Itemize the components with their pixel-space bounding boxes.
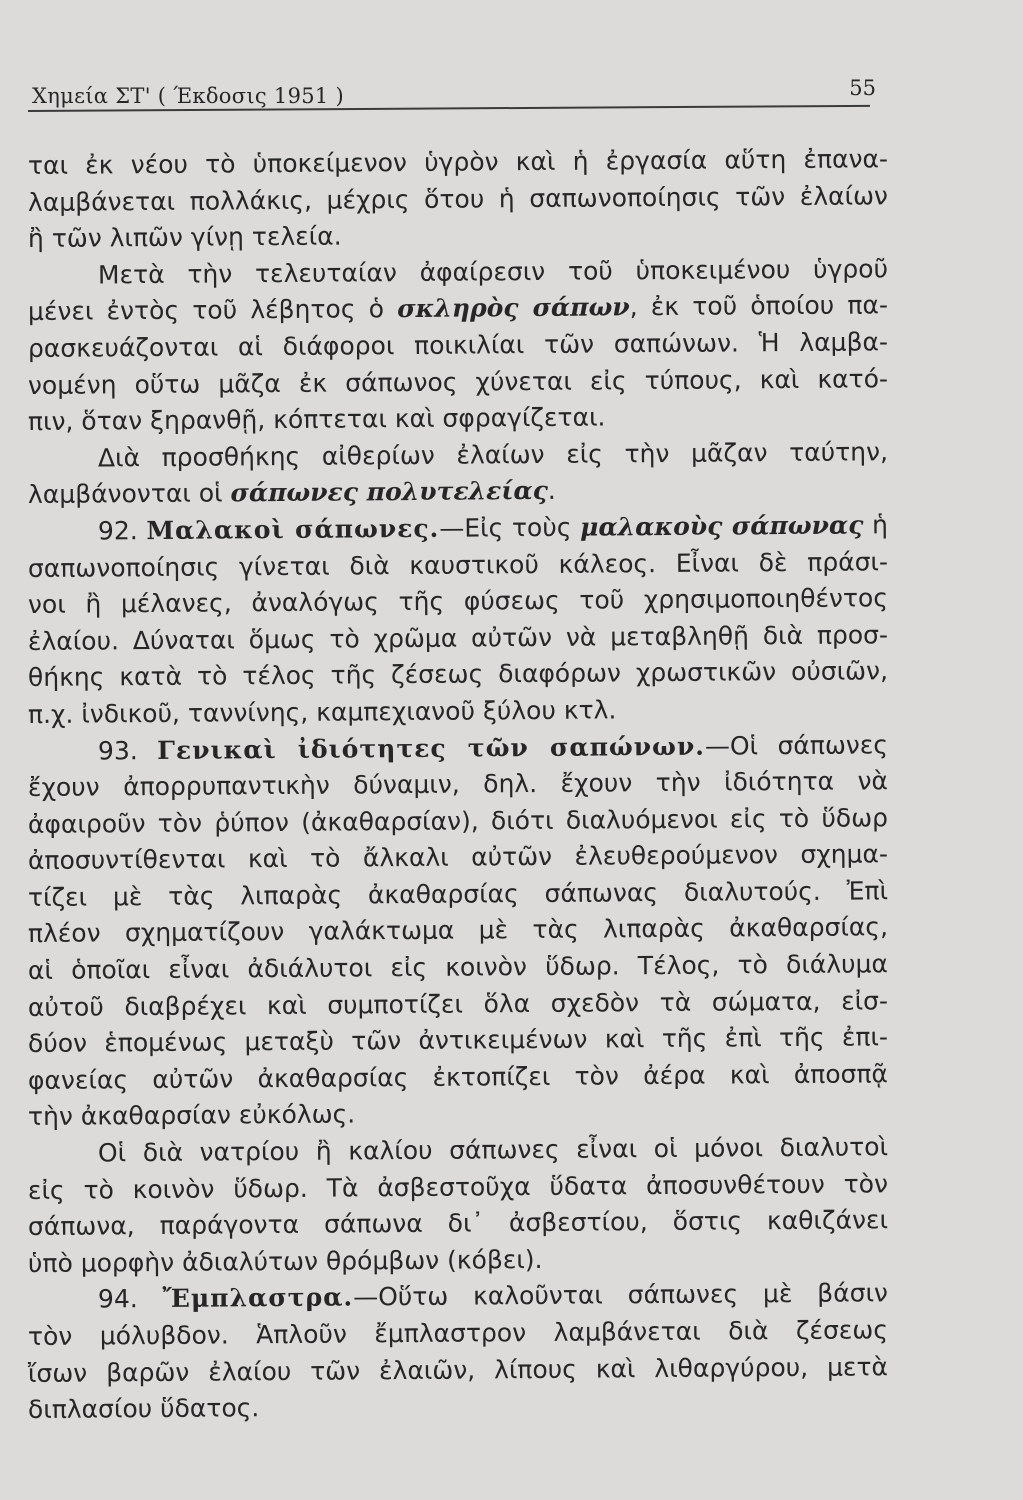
line-text: ρασκευάζονται αἱ διάφοροι ποικιλίαι τῶν σαπώνων. Ἡ λαμβα- [27,327,889,363]
line-text: —Οἱ σάπωνες [704,729,889,761]
section-number: 94. [97,1284,163,1314]
text-line [28,507,888,550]
line-text: πλέον σχηματίζουν γαλάκτωμα μὲ τὰς λιπαρὰς ἀκαθαρσίας, [27,912,889,949]
paragraph-indent [28,1161,98,1162]
line-text: νοι ἢ μέλανες, ἀναλόγως τῆς φύσεως τοῦ χρησιμοποιηθέντος [27,583,889,620]
section-heading: Ἔμπλαστρα. [162,1282,354,1314]
line-text: λαμβάνεται πολλάκις, μέχρις ὅτου ἡ σαπωνοποίησις τῶν ἐλαίων [27,180,889,217]
paragraph-indent [28,466,98,467]
text-line [28,1385,888,1428]
line-text: λαμβάνονται οἱ [27,478,231,510]
line-text: θήκης κατὰ τὸ τέλος τῆς ζέσεως διαφόρων χρωστικῶν οὐσιῶν, [27,656,889,693]
line-text-end: . [547,476,556,506]
line-text: π.χ. ἰνδικοῦ, ταννίνης, καμπεχιανοῦ ξύλου κτλ. [27,695,617,729]
line-text: σαπωνοποίησις γίνεται διὰ καυστικοῦ κάλεος. Εἶναι δὲ πράσι- [27,546,889,583]
line-text: φανείας αὐτῶν ἀκαθαρσίας ἐκτοπίζει τὸν ἀέρα καὶ ἀποσπᾷ [27,1059,889,1095]
line-text: εἰς τὸ κοινὸν ὕδωρ. Τὰ ἀσβεστοῦχα ὕδατα ἀποσυνθέτουν τὸν [27,1168,889,1205]
text-line [28,1129,888,1172]
line-text: —Εἰς τοὺς [439,512,581,543]
line-text-end: , ἐκ τοῦ ὁποίου πα- [629,290,889,322]
line-text: τίζει μὲ τὰς λιπαρὰς ἀκαθαρσίας σάπωνας διαλυτούς. Ἐπὶ [27,876,889,912]
text-line [28,763,888,806]
line-text: Διὰ προσθήκης αἰθερίων ἐλαίων εἰς τὴν μᾶζαν ταύτην, [97,436,889,473]
text-line [28,690,888,733]
line-text-end: ἡ [863,510,889,540]
paragraph-indent [28,283,98,284]
line-text: ὑπὸ μορφὴν ἀδιαλύτων θρόμβων (κόβει). [27,1244,543,1278]
line-text: τὴν ἀκαθαρσίαν εὐκόλως. [27,1099,356,1132]
section-heading: Γενικαὶ ἰδιότητες τῶν σαπώνων. [157,731,706,765]
line-text: νομένη οὕτω μᾶζα ἐκ σάπωνος χύνεται εἰς τύπους, καὶ κατό- [27,363,889,400]
text-line [28,141,888,184]
text-line [28,397,888,440]
line-text: μένει ἐντὸς τοῦ λέβητος ὁ [27,294,398,327]
paragraph-indent [28,1308,98,1309]
line-text: ἔχουν ἀπορρυπαντικὴν δύναμιν, δηλ. ἔχουν τὴν ἰδιότητα νὰ [27,766,889,803]
line-text: ἐλαίου. Δύναται ὅμως τὸ χρῶμα αὐτῶν νὰ μεταβληθῇ διὰ προσ- [27,619,889,656]
line-text: ἀποσυντίθενται καὶ τὸ ἄλκαλι αὐτῶν ἐλευθερούμενον σχημα- [27,839,889,876]
section-heading: Μαλακοὶ σάπωνες. [146,513,440,546]
line-text: σάπωνα, παράγοντα σάπωνα δι᾽ ἀσβεστίου, ὅστις καθιζάνει [27,1205,889,1242]
paragraph-indent [28,759,98,760]
emphasized-term: σάπωνες πολυτελείας [230,476,548,508]
line-text: δύον ἑπομένως μεταξὺ τῶν ἀντικειμένων καὶ τῆς ἐπὶ τῆς ἐπι- [27,1022,889,1059]
section-number: 92. [97,516,147,546]
body-text [27,144,889,1429]
emphasized-term: σκληρὸς σάπων [397,292,630,324]
section-number: 93. [97,735,158,765]
text-line [28,1312,888,1355]
emphasized-term: μαλακοὺς σάπωνας [580,510,864,542]
line-text: διπλασίου ὕδατος. [27,1393,260,1425]
line-text: ἴσων βαρῶν ἐλαίου τῶν ἐλαιῶν, λίπους καὶ λιθαργύρου, μετὰ [27,1351,889,1388]
line-text: ἀφαιροῦν τὸν ῥύπον (ἀκαθαρσίαν), διότι διαλυόμενοι εἰς τὸ ὕδωρ [27,802,889,839]
text-line [28,580,888,623]
paragraph-indent [28,539,98,540]
line-text: —Οὕτω καλοῦνται σάπωνες μὲ βάσιν [353,1278,889,1312]
line-text: τὸν μόλυβδον. Ἁπλοῦν ἔμπλαστρον λαμβάνεται διὰ ζέσεως [27,1315,889,1351]
running-title: Χημεία ΣΤ' ( Έκδοσις 1951 ) [32,84,345,108]
text-line [28,324,888,367]
text-line [28,946,888,989]
page-number: 55 [849,76,876,100]
line-text: ἢ τῶν λιπῶν γίνῃ τελεία. [27,221,342,254]
running-head [32,78,880,108]
line-text: αὐτοῦ διαβρέχει καὶ συμποτίζει ὅλα σχεδὸν τὰ σώματα, εἰσ- [27,985,889,1022]
line-text: πιν, ὅταν ξηρανθῇ, κόπτεται καὶ σφραγίζεται. [27,402,606,437]
line-text: ται ἐκ νέου τὸ ὑποκείμενον ὑγρὸν καὶ ἡ ἐργασία αὕτη ἐπανα- [27,144,889,180]
line-text: Οἱ διὰ νατρίου ἢ καλίου σάπωνες εἶναι οἱ μόνοι διαλυτοὶ [97,1132,889,1168]
line-text: Μετὰ τὴν τελευταίαν ἀφαίρεσιν τοῦ ὑποκειμένου ὑγροῦ [97,254,889,290]
line-text: αἱ ὁποῖαι εἶναι ἀδιάλυτοι εἰς κοινὸν ὕδωρ. Τέλος, τὸ διάλυμα [27,949,889,986]
